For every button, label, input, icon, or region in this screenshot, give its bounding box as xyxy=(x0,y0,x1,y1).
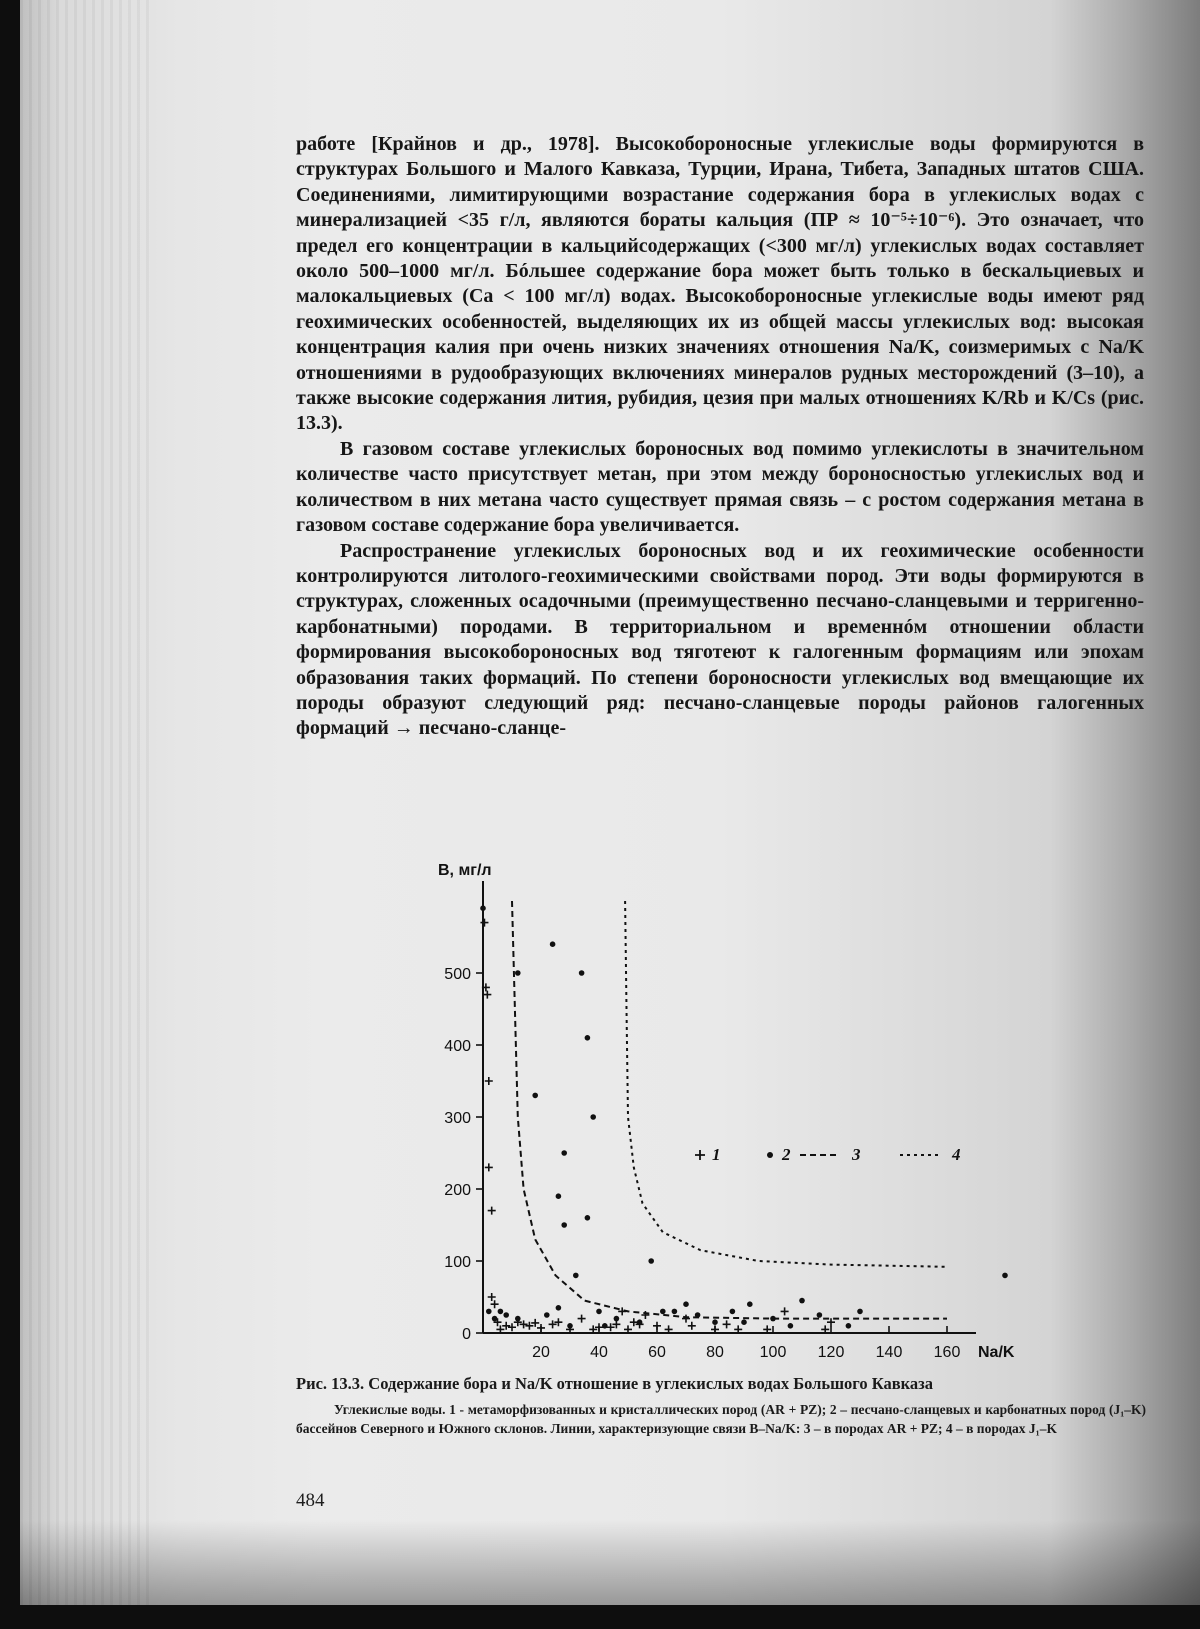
data-point-plus xyxy=(480,919,488,927)
y-tick-label: 500 xyxy=(444,966,471,983)
trend-line-4 xyxy=(625,901,947,1267)
data-point-plus xyxy=(682,1315,690,1323)
data-point-plus xyxy=(488,1207,496,1215)
data-point-plus xyxy=(491,1300,499,1308)
y-tick-label: 400 xyxy=(444,1038,471,1055)
data-point-dot xyxy=(480,905,486,911)
data-point-plus xyxy=(781,1307,789,1315)
data-point-dot xyxy=(712,1319,718,1325)
data-point-dot xyxy=(747,1301,753,1307)
data-point-dot xyxy=(857,1309,863,1315)
legend-label-3: 3 xyxy=(852,1145,861,1164)
data-point-dot xyxy=(561,1222,567,1228)
y-tick-label: 300 xyxy=(444,1110,471,1127)
paragraph-2: В газовом составе углекислых бороносных вод помимо углекислоты в значительном количестве часто присутствует метан, при этом между бороносностью углекислых вод и количеством в них метана часто существует прямая связь – с ростом содержания метана в газовом составе содержание бора увеличивается. xyxy=(296,437,1144,537)
data-point-dot xyxy=(1002,1273,1008,1279)
data-point-dot xyxy=(596,1309,602,1315)
legend-marker-plus xyxy=(695,1150,705,1160)
data-point-dot xyxy=(788,1323,794,1329)
paragraph-3: Распространение углекислых бороносных вод и их геохимические особенности контролируются литолого-геохимическими свойствами пород. Эти воды формируются в структурах, сложенных осадочными (преимущественно песчано-сланцевыми и терригенно-карбонатными) породами. В территориальном и временнóм отношении области формирования высокобороносных вод тяготеют к галогенным формациям или эпохам образования таких формаций. По степени бороносности углекислых вод вмещающие их породы образуют следующий ряд: песчано-сланцевые породы районов галогенных формаций → песчано-сланце- xyxy=(296,539,1144,740)
y-tick-label: 0 xyxy=(462,1326,471,1343)
data-point-plus xyxy=(485,1077,493,1085)
data-point-dot xyxy=(515,970,521,976)
x-tick-label: 160 xyxy=(933,1344,961,1361)
data-point-plus xyxy=(641,1311,649,1319)
data-point-dot xyxy=(544,1312,550,1318)
x-tick-label: 120 xyxy=(817,1344,845,1361)
data-point-dot xyxy=(579,970,585,976)
data-point-dot xyxy=(602,1323,608,1329)
legend-label-4: 4 xyxy=(952,1145,961,1164)
data-point-plus xyxy=(483,991,491,999)
data-point-dot xyxy=(672,1309,678,1315)
y-tick-label: 100 xyxy=(444,1254,471,1271)
data-point-dot xyxy=(817,1312,823,1318)
data-point-dot xyxy=(660,1309,666,1315)
y-axis-title: B, мг/л xyxy=(438,862,492,879)
x-tick-label: 100 xyxy=(759,1344,787,1361)
data-point-dot xyxy=(532,1093,538,1099)
y-tick-label: 200 xyxy=(444,1182,471,1199)
data-point-dot xyxy=(741,1319,747,1325)
data-point-dot xyxy=(556,1305,562,1311)
legend-label-1: 1 xyxy=(712,1145,721,1164)
data-point-dot xyxy=(695,1312,701,1318)
data-point-dot xyxy=(585,1215,591,1221)
data-point-dot xyxy=(556,1193,562,1199)
data-point-plus xyxy=(485,1163,493,1171)
data-point-dot xyxy=(498,1309,504,1315)
data-point-dot xyxy=(799,1298,805,1304)
data-point-plus xyxy=(578,1315,586,1323)
data-point-plus xyxy=(653,1322,661,1330)
data-point-dot xyxy=(730,1309,736,1315)
data-point-dot xyxy=(550,941,556,947)
x-tick-label: 140 xyxy=(875,1344,903,1361)
data-point-dot xyxy=(503,1312,509,1318)
data-point-dot xyxy=(515,1316,521,1322)
trend-line-3 xyxy=(512,901,947,1319)
x-tick-label: 60 xyxy=(648,1344,666,1361)
data-point-dot xyxy=(567,1323,573,1329)
legend-marker-dot xyxy=(767,1152,773,1158)
data-point-plus xyxy=(508,1323,516,1331)
data-point-plus xyxy=(488,1293,496,1301)
figure-caption xyxy=(296,1374,1146,1438)
data-point-dot xyxy=(590,1114,596,1120)
data-point-dot xyxy=(585,1035,591,1041)
x-axis-title: Na/K xyxy=(978,1344,1015,1361)
data-point-plus xyxy=(723,1320,731,1328)
figure-caption-title: Рис. 13.3. Содержание бора и Na/K отношение в углекислых водах Большого Кавказа xyxy=(296,1374,934,1393)
data-point-dot xyxy=(846,1323,852,1329)
x-tick-label: 40 xyxy=(590,1344,608,1361)
data-point-dot xyxy=(573,1273,579,1279)
page-number: 484 xyxy=(296,1490,325,1511)
data-point-plus xyxy=(688,1322,696,1330)
data-point-dot xyxy=(614,1316,620,1322)
data-point-dot xyxy=(486,1309,492,1315)
data-point-dot xyxy=(648,1258,654,1264)
x-tick-label: 20 xyxy=(532,1344,550,1361)
data-point-dot xyxy=(492,1316,498,1322)
figure-caption-note: Углекислые воды. 1 - метаморфизованных и кристаллических пород (AR + PZ); 2 – песчано-сланцевых и карбонатных пород (J₁–K) бассейнов Северного и Южного склонов. Линии, характеризующие связи B–Na/K: 3 – в породах AR + PZ; 4 – в породах J₁–K xyxy=(296,1402,1146,1436)
legend-label-2: 2 xyxy=(782,1145,791,1164)
paragraph-1: работе [Крайнов и др., 1978]. Высокобороносные углекислые воды формируются в структурах Большого и Малого Кавказа, Турции, Ирана, Тибета, Западных штатов США. Соединениями, лимитирующими возрастание содержания бора в углекислых водах с минерализацией <35 г/л, являются бораты кальция (ПР ≈ 10⁻⁵÷10⁻⁶). Это означает, что предел его концентрации в кальцийсодержащих (<300 мг/л) углекислых водах составляет около 500–1000 мг/л. Бóльшее содержание бора может быть только в бескальциевых и малокальциевых (Ca < 100 мг/л) водах. Высокобороносные углекислые воды имеют ряд геохимических особенностей, выделяющих их из общей массы углекислых вод: высокая концентрация калия при очень низких значениях отношения Na/K, соизмеримых с Na/K отношениями в рудообразующих включениях минералов рудных месторождений (3–10), а также высокие содержания лития, рубидия, цезия при малых отношениях K/Rb и K/Cs (рис. 13.3). xyxy=(296,133,1144,435)
data-point-dot xyxy=(683,1301,689,1307)
data-point-dot xyxy=(637,1319,643,1325)
x-tick-label: 80 xyxy=(706,1344,724,1361)
data-point-dot xyxy=(770,1316,776,1322)
data-point-dot xyxy=(561,1150,567,1156)
data-point-plus xyxy=(537,1324,545,1332)
